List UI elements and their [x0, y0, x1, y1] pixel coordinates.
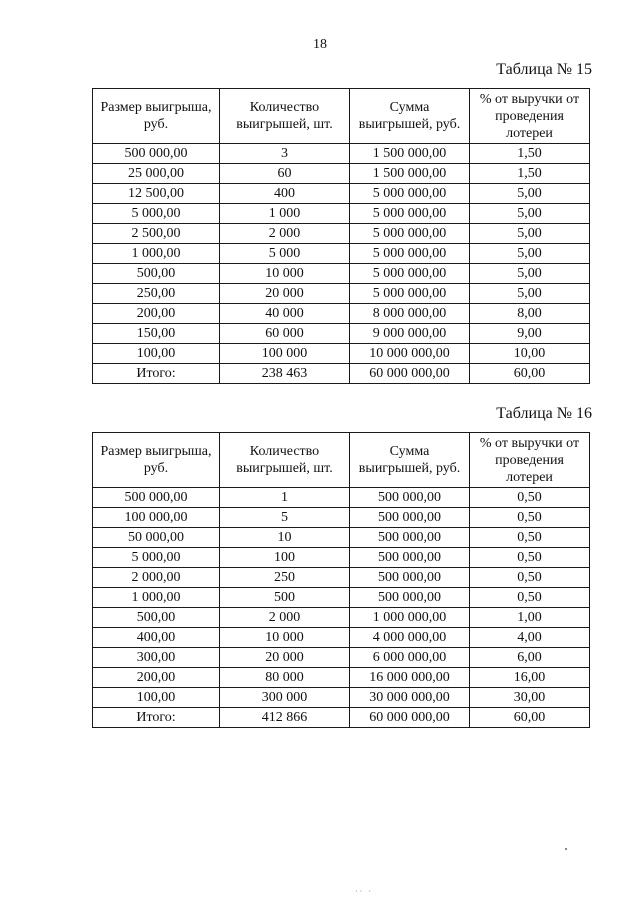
table-row: [93, 324, 590, 344]
scan-mark: [565, 848, 567, 850]
cell-prize-size: 1 000,00: [93, 588, 220, 608]
cell-prize-count: 100: [220, 548, 350, 568]
cell-prize-count: 300 000: [220, 688, 350, 708]
cell-revenue-percent: 60,00: [470, 364, 590, 384]
cell-revenue-percent: 0,50: [470, 528, 590, 548]
cell-prize-sum: 5 000 000,00: [350, 204, 470, 224]
cell-prize-size: 25 000,00: [93, 164, 220, 184]
cell-prize-size: 5 000,00: [93, 204, 220, 224]
total-row: [93, 364, 590, 384]
table-row: [93, 688, 590, 708]
cell-prize-size: 1 000,00: [93, 244, 220, 264]
cell-prize-size: 500 000,00: [93, 488, 220, 508]
cell-prize-size: 200,00: [93, 304, 220, 324]
table-row: [93, 588, 590, 608]
table-row: [93, 184, 590, 204]
cell-prize-count: 2 000: [220, 608, 350, 628]
cell-revenue-percent: 5,00: [470, 264, 590, 284]
cell-prize-count: 10 000: [220, 628, 350, 648]
header-revenue-percent: % от выручки от проведения лотереи: [470, 433, 590, 488]
header-prize-size: Размер выигрыша, руб.: [93, 89, 220, 144]
cell-prize-sum: 500 000,00: [350, 548, 470, 568]
cell-prize-sum: 5 000 000,00: [350, 184, 470, 204]
cell-prize-count: 1 000: [220, 204, 350, 224]
prize-table: [92, 432, 590, 728]
cell-prize-size: 50 000,00: [93, 528, 220, 548]
cell-prize-sum: 500 000,00: [350, 528, 470, 548]
cell-prize-sum: 1 000 000,00: [350, 608, 470, 628]
cell-prize-sum: 1 500 000,00: [350, 164, 470, 184]
cell-prize-size: 2 500,00: [93, 224, 220, 244]
cell-prize-sum: 16 000 000,00: [350, 668, 470, 688]
table-row: [93, 164, 590, 184]
cell-prize-count: 400: [220, 184, 350, 204]
cell-prize-sum: 5 000 000,00: [350, 264, 470, 284]
cell-revenue-percent: 0,50: [470, 548, 590, 568]
header-prize-count: Количество выигрышей, шт.: [220, 433, 350, 488]
cell-revenue-percent: 0,50: [470, 588, 590, 608]
cell-prize-count: 20 000: [220, 284, 350, 304]
table-caption: Таблица № 15: [496, 61, 592, 78]
cell-prize-size: 2 000,00: [93, 568, 220, 588]
header-revenue-percent: % от выручки от проведения лотереи: [470, 89, 590, 144]
cell-prize-sum: 30 000 000,00: [350, 688, 470, 708]
cell-prize-count: 5 000: [220, 244, 350, 264]
page-number: 18: [313, 37, 327, 52]
cell-prize-size: 500,00: [93, 608, 220, 628]
cell-prize-size: 150,00: [93, 324, 220, 344]
table-row: [93, 304, 590, 324]
header-prize-sum: Сумма выигрышей, руб.: [350, 89, 470, 144]
cell-prize-sum: 5 000 000,00: [350, 224, 470, 244]
cell-prize-count: 40 000: [220, 304, 350, 324]
cell-prize-size: 500,00: [93, 264, 220, 284]
cell-revenue-percent: 4,00: [470, 628, 590, 648]
header-prize-size: Размер выигрыша, руб.: [93, 433, 220, 488]
header-prize-count: Количество выигрышей, шт.: [220, 89, 350, 144]
cell-revenue-percent: 30,00: [470, 688, 590, 708]
cell-prize-count: 60 000: [220, 324, 350, 344]
cell-revenue-percent: 0,50: [470, 568, 590, 588]
total-label: Итого:: [93, 364, 220, 384]
cell-revenue-percent: 5,00: [470, 284, 590, 304]
scan-mark: ·· ·: [355, 887, 373, 896]
cell-prize-count: 2 000: [220, 224, 350, 244]
table-header-row: [93, 89, 590, 144]
table-row: [93, 608, 590, 628]
cell-prize-sum: 9 000 000,00: [350, 324, 470, 344]
table-row: [93, 568, 590, 588]
cell-prize-size: 100,00: [93, 344, 220, 364]
cell-prize-count: 1: [220, 488, 350, 508]
prize-table: [92, 88, 590, 384]
cell-revenue-percent: 16,00: [470, 668, 590, 688]
table-row: [93, 528, 590, 548]
cell-prize-sum: 10 000 000,00: [350, 344, 470, 364]
table-row: [93, 224, 590, 244]
cell-prize-count: 60: [220, 164, 350, 184]
cell-revenue-percent: 10,00: [470, 344, 590, 364]
table-row: [93, 344, 590, 364]
cell-prize-sum: 4 000 000,00: [350, 628, 470, 648]
cell-revenue-percent: 5,00: [470, 184, 590, 204]
table-row: [93, 508, 590, 528]
cell-revenue-percent: 6,00: [470, 648, 590, 668]
table-row: [93, 284, 590, 304]
table-row: [93, 548, 590, 568]
cell-prize-sum: 500 000,00: [350, 488, 470, 508]
cell-revenue-percent: 60,00: [470, 708, 590, 728]
cell-prize-count: 10 000: [220, 264, 350, 284]
cell-prize-size: 300,00: [93, 648, 220, 668]
cell-revenue-percent: 8,00: [470, 304, 590, 324]
table-row: [93, 204, 590, 224]
cell-prize-sum: 5 000 000,00: [350, 284, 470, 304]
cell-prize-count: 412 866: [220, 708, 350, 728]
cell-prize-sum: 60 000 000,00: [350, 708, 470, 728]
cell-revenue-percent: 1,50: [470, 164, 590, 184]
table-row: [93, 668, 590, 688]
cell-prize-count: 238 463: [220, 364, 350, 384]
cell-revenue-percent: 0,50: [470, 508, 590, 528]
cell-prize-count: 100 000: [220, 344, 350, 364]
cell-prize-count: 500: [220, 588, 350, 608]
cell-prize-size: 400,00: [93, 628, 220, 648]
cell-prize-sum: 8 000 000,00: [350, 304, 470, 324]
total-row: [93, 708, 590, 728]
cell-prize-size: 500 000,00: [93, 144, 220, 164]
cell-prize-count: 250: [220, 568, 350, 588]
cell-prize-size: 5 000,00: [93, 548, 220, 568]
cell-prize-sum: 60 000 000,00: [350, 364, 470, 384]
cell-revenue-percent: 5,00: [470, 204, 590, 224]
cell-revenue-percent: 1,00: [470, 608, 590, 628]
cell-prize-size: 100,00: [93, 688, 220, 708]
table-row: [93, 488, 590, 508]
cell-prize-sum: 500 000,00: [350, 588, 470, 608]
table-row: [93, 244, 590, 264]
cell-prize-size: 200,00: [93, 668, 220, 688]
cell-revenue-percent: 5,00: [470, 244, 590, 264]
table-row: [93, 144, 590, 164]
cell-revenue-percent: 0,50: [470, 488, 590, 508]
cell-prize-sum: 1 500 000,00: [350, 144, 470, 164]
cell-prize-sum: 5 000 000,00: [350, 244, 470, 264]
total-label: Итого:: [93, 708, 220, 728]
cell-prize-sum: 500 000,00: [350, 508, 470, 528]
cell-prize-count: 10: [220, 528, 350, 548]
cell-prize-count: 5: [220, 508, 350, 528]
table-caption: Таблица № 16: [496, 405, 592, 422]
cell-revenue-percent: 1,50: [470, 144, 590, 164]
cell-prize-sum: 500 000,00: [350, 568, 470, 588]
cell-prize-size: 12 500,00: [93, 184, 220, 204]
cell-revenue-percent: 9,00: [470, 324, 590, 344]
cell-revenue-percent: 5,00: [470, 224, 590, 244]
table-row: [93, 264, 590, 284]
cell-prize-sum: 6 000 000,00: [350, 648, 470, 668]
header-prize-sum: Сумма выигрышей, руб.: [350, 433, 470, 488]
cell-prize-size: 100 000,00: [93, 508, 220, 528]
cell-prize-count: 20 000: [220, 648, 350, 668]
cell-prize-count: 3: [220, 144, 350, 164]
table-header-row: [93, 433, 590, 488]
table-row: [93, 628, 590, 648]
table-row: [93, 648, 590, 668]
cell-prize-size: 250,00: [93, 284, 220, 304]
cell-prize-count: 80 000: [220, 668, 350, 688]
